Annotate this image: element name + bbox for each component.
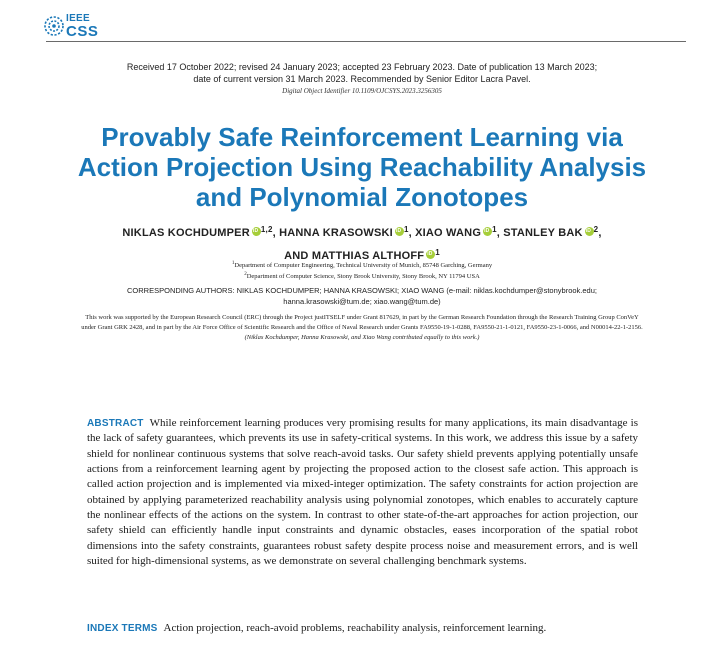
author-affiliation: 1 [435,248,440,257]
index-terms [87,621,638,636]
orcid-icon[interactable] [585,227,594,236]
abstract-text: While reinforcement learning produces very promising results for many applications, its main disadvantage is the lack of safety guarantees, which prevents its use in safety-critical systems. In this work, we address this issue by a safety shield for nonlinear continuous systems that solve reach-avoid tasks. Our safety shield prevents applying potentially unsafe actions from a reinforcement learning agent by projecting the proposed action to the closest safe action. This approach is called action projection and is implemented via mixed-integer optimization. The safety constraints for action projection are obtained by applying parameterized reachability analysis using polynomial zonotopes, which enables to accurately capture the nonlinear effects of the actions on the system. In contrast to other state-of-the-art approaches for action projection, our safety shield can efficiently handle input constraints and dynamic obstacles, eases incorporation of the spatial robot dimensions into the safety constraints, guarantees robust safety despite process noise and measurement errors, and is well suited for high-dimensional systems, as we demonstrate on several challenging benchmark systems. [87,417,638,568]
orcid-icon[interactable] [395,227,404,236]
corresponding-line-1: CORRESPONDING AUTHORS: NIKLAS KOCHDUMPER; HANNA KRASOWSKI; XIAO WANG (e-mail: niklas.kochdumper@stonybrook.edu; [127,286,597,295]
author-affiliation: 1 [492,225,497,234]
corresponding-authors [60,285,664,307]
abstract [87,416,638,569]
author-separator: , [272,227,280,239]
title-line-2: Action Projection Using Reachability Analysis [77,152,647,182]
funding-note [78,313,646,343]
affiliations [100,259,624,281]
index-terms-label: INDEX TERMS [87,623,158,634]
affiliation-text: Department of Computer Science, Stony Brook University, Stony Brook, NY 11794 USA [246,273,480,280]
author-affiliation: 2 [593,225,599,234]
logo-text-ieee: IEEE [66,13,90,24]
logo-mark-icon [44,13,64,39]
affiliation-item [100,259,624,270]
title-line-3: and Polynomial Zonotopes [195,182,529,212]
doi[interactable]: Digital Object Identifier 10.1109/OJCSYS.2023.3256305 [282,87,442,95]
orcid-icon[interactable] [483,227,492,236]
author-affiliation: 1 [403,225,409,234]
received-line-1: Received 17 October 2022; revised 24 January 2023; accepted 23 February 2023. Date of publication 13 March 2023; [126,62,598,72]
equal-contribution-note: (Niklas Kochdumper, Hanna Krasowski, and Xiao Wang contributed equally to this work.) [244,334,480,341]
funding-text: This work was supported by the European Research Council (ERC) through the Project justITSELF under Grant 817629, in part by the German Research Foundation through the Research Training Group ConVeY under Grant GRK 2428, and in part by the Air Force Office of Scientific Research and the Office of Naval Research under Grants FA9550-19-1-0288, FA9550-21-1-0121, FA9550-23-1-0066, and N00014-22-1-2156. [81,314,643,331]
received-dates [60,61,664,85]
orcid-icon[interactable] [252,227,261,236]
author-name: XIAO WANG [415,227,482,239]
ieee-css-logo [44,13,124,39]
logo-text-css: CSS [66,23,99,40]
author-name: NIKLAS KOCHDUMPER [122,227,250,239]
author-separator: , [408,227,416,239]
authors-line-1 [70,220,654,243]
corresponding-line-2: hanna.krasowski@tum.de; xiao.wang@tum.de) [283,297,441,306]
paper-title [50,122,674,212]
author-name: STANLEY BAK [503,227,583,239]
author-separator: , [598,227,602,239]
title-line-1: Provably Safe Reinforcement Learning via [101,122,623,152]
author-name: AND MATTHIAS ALTHOFF [284,250,425,262]
header-rule [46,41,686,42]
author-separator: , [496,227,504,239]
orcid-icon[interactable] [426,250,435,259]
author-affiliation: 1,2 [260,225,273,234]
affiliation-number: 1 [231,261,235,266]
received-line-2: date of current version 31 March 2023. Recommended by Senior Editor Lacra Pavel. [193,74,531,84]
index-terms-text: Action projection, reach-avoid problems, reachability analysis, reinforcement learning. [163,622,547,634]
abstract-label: ABSTRACT [87,418,144,429]
author-name: HANNA KRASOWSKI [279,227,393,239]
affiliation-text: Department of Computer Engineering, Technical University of Munich, 85748 Garching, Germany [234,262,493,269]
affiliation-number: 2 [244,272,247,277]
affiliation-item [100,270,624,281]
